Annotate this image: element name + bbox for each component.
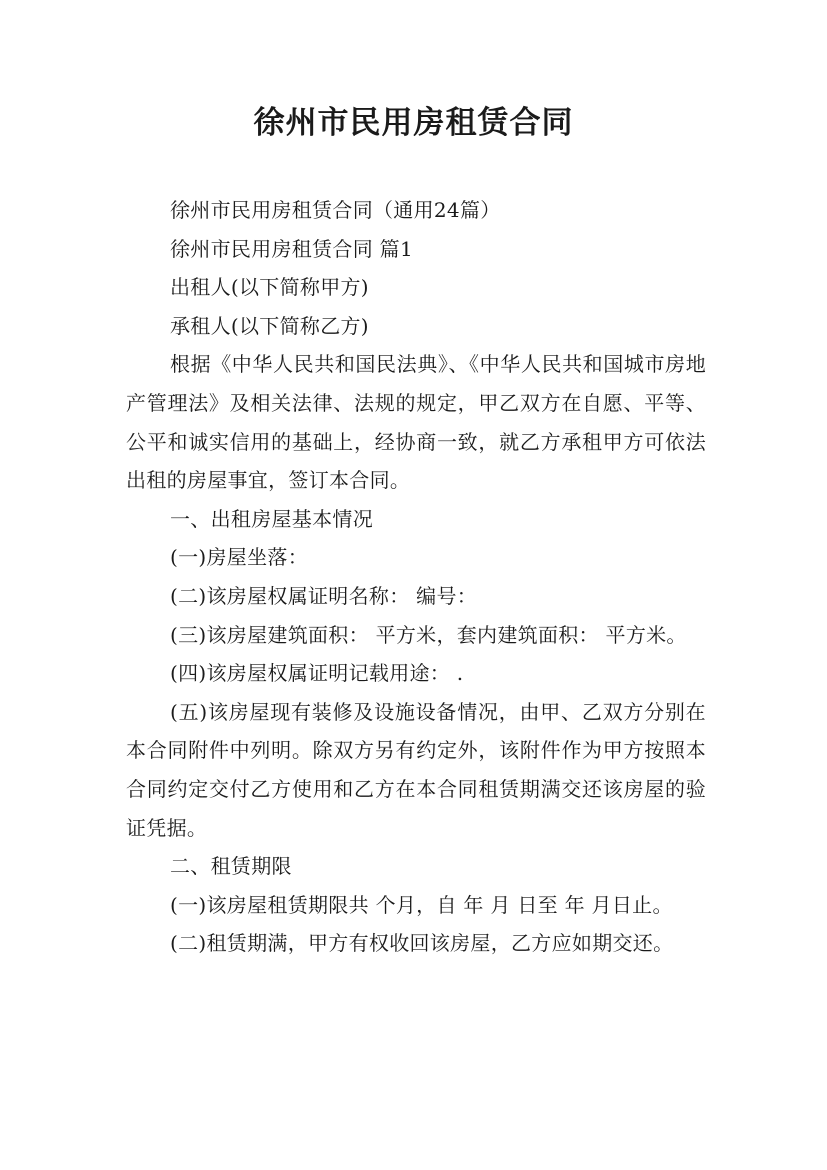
clause-2-2: (二)租赁期满，甲方有权收回该房屋，乙方应如期交还。 [170, 931, 674, 956]
paragraph-article-label: 徐州市民用房租赁合同 篇1 [170, 236, 413, 261]
section-heading-1: 一、出租房屋基本情况 [170, 506, 373, 531]
clause-2-1: (一)该房屋租赁期限共 个月，自 年 月 日至 年 月日止。 [170, 892, 673, 917]
clause-1-4: (四)该房屋权属证明记载用途： . [170, 661, 464, 686]
paragraph-lessor: 出租人(以下简称甲方) [170, 275, 369, 300]
document-title: 徐州市民用房租赁合同 [253, 105, 574, 141]
paragraph-preamble: 根据《中华人民共和国民法典》、《中华人民共和国城市房地产管理法》及相关法律、法规的规定，甲乙双方在自愿、平等、公平和诚实信用的基础上，经协商一致，就乙方承租甲方可依法出租的房屋事宜，签订本合同。 [126, 352, 706, 493]
clause-1-5: (五)该房屋现有装修及设施设备情况，由甲、乙双方分别在本合同附件中列明。除双方另有约定外，该附件作为甲方按照本合同约定交付乙方使用和乙方在本合同租赁期满交还该房屋的验证凭据。 [126, 699, 706, 840]
clause-1-3: (三)该房屋建筑面积： 平方米，套内建筑面积： 平方米。 [170, 622, 687, 647]
section-heading-2: 二、租赁期限 [170, 854, 292, 879]
clause-1-1: (一)房屋坐落： [170, 545, 309, 570]
clause-1-2: (二)该房屋权属证明名称： 编号： [170, 583, 478, 608]
paragraph-heading-subtitle: 徐州市民用房租赁合同（通用24篇） [170, 198, 501, 222]
document-body [126, 191, 706, 963]
paragraph-lessee: 承租人(以下简称乙方) [170, 313, 369, 338]
